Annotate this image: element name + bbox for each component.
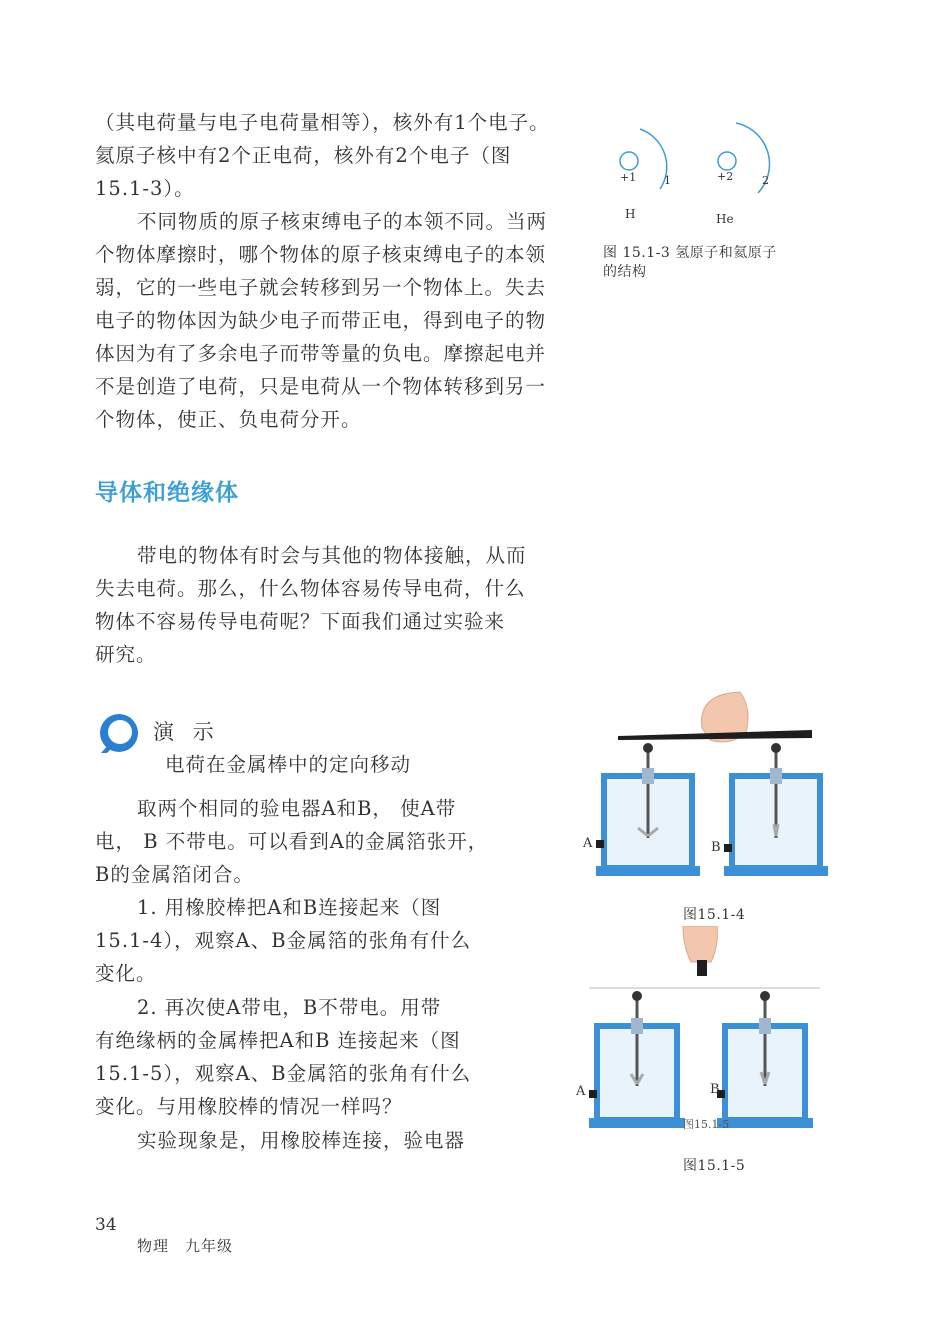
hydrogen-nucleus bbox=[620, 152, 638, 170]
text-line: 15.1-4），观察A、B金属箔的张角有什么 bbox=[95, 929, 472, 952]
text-line: B的金属箔闭合。 bbox=[95, 863, 254, 886]
hydrogen-label: H bbox=[625, 207, 636, 221]
text-line: 研究。 bbox=[95, 643, 157, 666]
text-line: 有绝缘柄的金属棒把A和B 连接起来（图 bbox=[95, 1029, 461, 1052]
text-line: 氦原子核中有2个正电荷，核外有2个电子（图 bbox=[95, 144, 512, 167]
hydrogen-electron-orbit bbox=[640, 129, 667, 189]
text-line: 2. 再次使A带电，B不带电。用带 bbox=[137, 996, 442, 1019]
atom-structure-figure bbox=[600, 115, 790, 235]
text-line: 带电的物体有时会与其他的物体接触，从而 bbox=[137, 544, 527, 567]
helium-electron-count: 2 bbox=[762, 174, 769, 187]
text-line: 弱，它的一些电子就会转移到另一个物体上。失去 bbox=[95, 276, 547, 299]
text-line: 取两个相同的验电器A和B， 使A带 bbox=[137, 797, 457, 820]
figure-inner-caption: 图15.1-5 bbox=[683, 1118, 730, 1131]
text-line: 体因为有了多余电子而带等量的负电。摩擦起电并 bbox=[95, 342, 547, 365]
electroscope-b-label: B bbox=[710, 1082, 720, 1097]
text-line: 1. 用橡胶棒把A和B连接起来（图 bbox=[137, 896, 442, 919]
magnifier-icon bbox=[97, 711, 143, 757]
text-line: 不同物质的原子核束缚电子的本领不同。当两 bbox=[137, 210, 548, 233]
atom-figure-caption bbox=[603, 244, 803, 282]
caption-line: 图 15.1-3 氢原子和氦原子 bbox=[603, 245, 777, 261]
footer-book-info bbox=[137, 1235, 249, 1256]
footer-grade: 九年级 bbox=[185, 1237, 234, 1255]
figure-15-1-5 bbox=[575, 926, 830, 1136]
text-line: 失去电荷。那么，什么物体容易传导电荷，什么 bbox=[95, 577, 526, 600]
text-line: （其电荷量与电子电荷量相等），核外有1个电子。 bbox=[95, 111, 550, 134]
demo-paragraph-step1 bbox=[95, 891, 495, 990]
electroscope-a bbox=[589, 991, 685, 1128]
text-line: 电， B 不带电。可以看到A的金属箔张开， bbox=[95, 830, 489, 853]
caption-line: 的结构 bbox=[603, 264, 647, 280]
helium-nucleus bbox=[718, 152, 736, 170]
figure-15-1-4-caption: 图15.1-4 bbox=[683, 907, 746, 923]
text-line: 个物体，使正、负电荷分开。 bbox=[95, 408, 362, 431]
figure-15-1-5-caption: 图15.1-5 bbox=[683, 1158, 746, 1174]
electroscope-a-label: A bbox=[583, 836, 593, 851]
electroscope-b bbox=[717, 991, 813, 1128]
insulated-handle bbox=[697, 960, 707, 976]
hydrogen-charge-label: +1 bbox=[620, 171, 637, 184]
electroscope-a-label: A bbox=[576, 1084, 586, 1099]
demo-label: 演 示 bbox=[153, 720, 220, 744]
electroscope-a bbox=[596, 743, 700, 876]
section-heading: 导体和绝缘体 bbox=[95, 480, 239, 506]
text-line: 实验现象是，用橡胶棒连接，验电器 bbox=[137, 1129, 466, 1152]
footer-subject: 物理 bbox=[137, 1237, 170, 1255]
figure-15-1-4 bbox=[580, 688, 835, 888]
paragraph-friction bbox=[95, 205, 575, 436]
electroscope-b-label: B bbox=[711, 840, 721, 855]
hydrogen-electron-count: 1 bbox=[664, 174, 671, 187]
text-line: 不是创造了电荷，只是电荷从一个物体转移到另一 bbox=[95, 375, 547, 398]
text-line: 15.1-3）。 bbox=[95, 177, 195, 200]
paragraph-atom-intro bbox=[95, 106, 575, 205]
text-line: 变化。 bbox=[95, 962, 157, 985]
page-number: 34 bbox=[95, 1215, 117, 1235]
helium-label: He bbox=[716, 212, 734, 226]
helium-charge-label: +2 bbox=[717, 170, 734, 183]
demo-title: 电荷在金属棒中的定向移动 bbox=[165, 753, 412, 776]
demo-paragraph-step2 bbox=[95, 991, 495, 1123]
paragraph-conductors bbox=[95, 539, 565, 671]
text-line: 个物体摩擦时，哪个物体的原子核束缚电子的本领 bbox=[95, 243, 547, 266]
hand-shape bbox=[683, 926, 717, 962]
text-line: 电子的物体因为缺少电子而带正电，得到电子的物 bbox=[95, 309, 547, 332]
text-line: 变化。与用橡胶棒的情况一样吗？ bbox=[95, 1095, 403, 1118]
text-line: 15.1-5），观察A、B金属箔的张角有什么 bbox=[95, 1062, 472, 1085]
demo-paragraph-result bbox=[95, 1124, 495, 1157]
electroscope-b bbox=[724, 743, 828, 876]
demo-paragraph-setup bbox=[95, 792, 495, 891]
text-line: 物体不容易传导电荷呢？下面我们通过实验来 bbox=[95, 610, 506, 633]
